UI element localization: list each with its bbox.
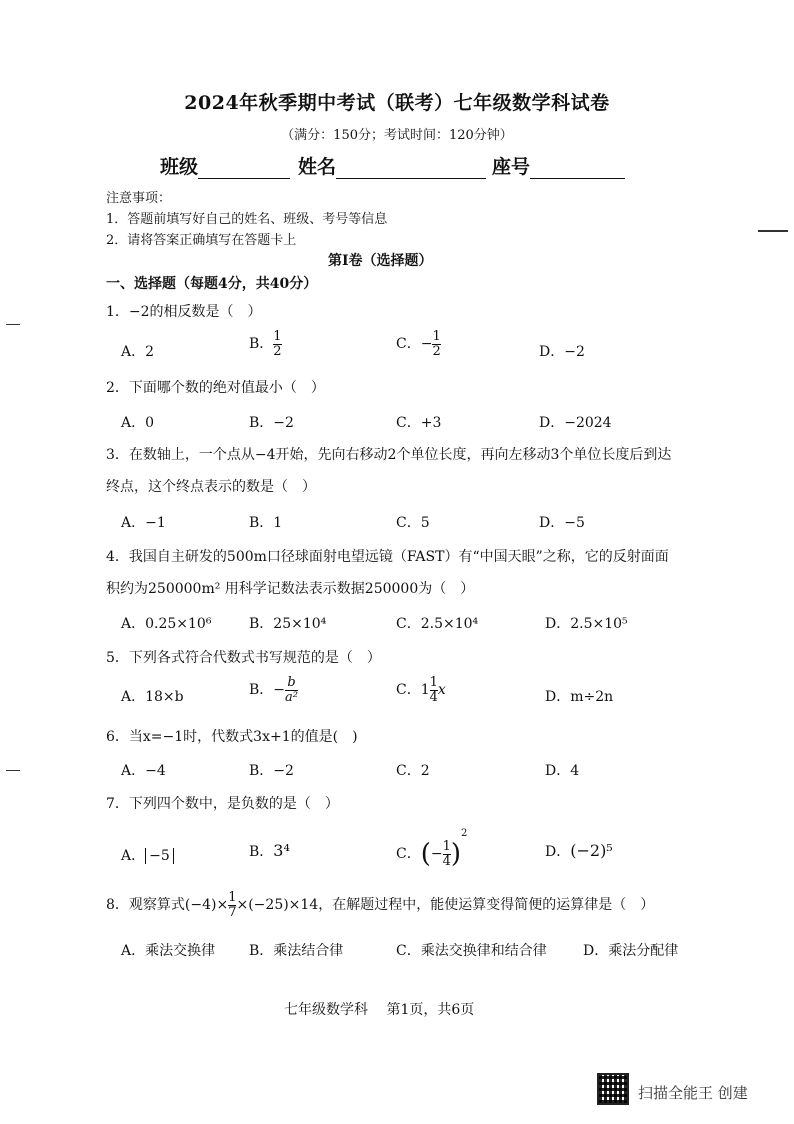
- q5-option-c: [396, 676, 446, 704]
- q5-c-fraction: $\frac{1}{4}$: [429, 675, 438, 705]
- q5-option-b: [249, 676, 298, 704]
- note-item-2: 2．请将答案正确填写在答题卡上: [106, 233, 297, 248]
- part-heading: 一、选择题（每题4分，共40分）: [106, 276, 318, 292]
- q7-d-value: (−2)⁵: [570, 841, 613, 860]
- q5-option-d: D．m÷2n: [545, 689, 614, 705]
- name-blank: [336, 158, 486, 179]
- q8-fraction: $\frac{1}{7}$: [228, 890, 237, 920]
- q1-option-b: [249, 330, 282, 358]
- q8-stem-post: ×(−25)×14，在解题过程中，能使运算变得简便的运算律是（ ）: [236, 897, 655, 914]
- notes-heading: 注意事项：: [106, 191, 172, 206]
- q8-option-d: D．乘法分配律: [583, 943, 679, 959]
- q4-option-c: C．2.5×10⁴: [396, 616, 479, 632]
- q6-option-b: B．−2: [249, 763, 294, 779]
- q7-c-fraction: $\frac{1}{4}$: [442, 838, 451, 869]
- q7-c-label: C．: [396, 846, 421, 862]
- q7-c-exponent: 2: [461, 828, 468, 839]
- q7-option-d: [545, 841, 613, 861]
- q4-option-a: A．0.25×10⁶: [121, 616, 212, 632]
- q3-option-d: D．−5: [539, 515, 585, 531]
- q7-option-c: C．(− $\frac{1}{4}$ )$^2$: [396, 828, 468, 869]
- q2-option-c: C．+3: [396, 415, 442, 431]
- q7-d-label: D．: [545, 844, 571, 860]
- seat-field: [492, 152, 625, 179]
- q7-option-a: [121, 845, 174, 865]
- q7-b-label: B．: [249, 844, 274, 860]
- page-footer: 七年级数学科 第1页，共6页: [284, 1002, 475, 1018]
- class-label: 班级: [160, 156, 199, 178]
- q6-option-a: A．−4: [121, 763, 166, 779]
- q5-b-fraction: $\frac{b}{\text{a²}}$: [285, 675, 298, 705]
- q7-b-value: 3⁴: [273, 841, 290, 860]
- exam-subtitle: （满分：150分；考试时间：120分钟）: [281, 128, 513, 143]
- name-field: [298, 152, 486, 179]
- q6-stem: 6．当x=−1时，代数式3x+1的值是( ): [106, 729, 358, 745]
- class-blank: [198, 158, 290, 179]
- q1-option-d: D．−2: [539, 344, 585, 360]
- scan-artifact-mark: [6, 324, 20, 325]
- q2-option-a: A．0: [121, 415, 155, 431]
- class-field: [160, 152, 290, 179]
- q8-stem: [106, 891, 654, 919]
- q1-c-fraction: $\frac{1}{2}$: [432, 329, 441, 359]
- q1-b-label: B．: [249, 336, 274, 353]
- seat-label: 座号: [492, 156, 531, 178]
- q4-stem-line2: 积约为250000m² 用科学记数法表示数据250000为（ ）: [106, 581, 475, 597]
- q3-stem-line1: 3．在数轴上，一个点从−4开始，先向右移动2个单位长度，再向左移动3个单位长度后到达: [106, 447, 672, 463]
- q8-option-c: C．乘法交换律和结合律: [396, 943, 547, 959]
- q4-option-b: B．25×10⁴: [249, 616, 327, 632]
- q5-c-var: x: [437, 682, 446, 699]
- name-label: 姓名: [298, 156, 337, 178]
- q1-option-c: [396, 330, 441, 358]
- q2-stem: 2．下面哪个数的绝对值最小（ ）: [106, 380, 325, 396]
- scanner-watermark: 扫描全能王 创建: [638, 1084, 748, 1102]
- page-title: 2024年秋季期中考试（联考）七年级数学科试卷: [184, 92, 610, 114]
- qr-code-icon: [597, 1073, 629, 1105]
- q3-option-b: B．1: [249, 515, 283, 531]
- q7-a-label: A．: [121, 848, 146, 864]
- q4-stem-line1: 4．我国自主研发的500m口径球面射电望远镜（FAST）有“中国天眼”之称，它的反射面面: [106, 549, 669, 565]
- q3-stem-line2: 终点，这个终点表示的数是（ ）: [106, 479, 316, 495]
- q7-a-value: −5: [145, 848, 174, 864]
- q5-b-label: B．−: [249, 682, 286, 699]
- q2-option-b: B．−2: [249, 415, 294, 431]
- q8-option-a: A．乘法交换律: [121, 943, 216, 959]
- q6-option-d: D．4: [545, 763, 580, 779]
- q7-stem: 7．下列四个数中，是负数的是（ ）: [106, 796, 339, 812]
- note-item-1: 1．答题前填写好自己的姓名、班级、考号等信息: [106, 212, 388, 227]
- q3-option-a: A．−1: [121, 515, 166, 531]
- q8-option-b: B．乘法结合律: [249, 943, 344, 959]
- q3-option-c: C．5: [396, 515, 430, 531]
- volume-heading: 第Ⅰ卷（选择题）: [328, 253, 433, 269]
- q5-option-a: A．18×b: [121, 689, 184, 705]
- q6-option-c: C．2: [396, 763, 430, 779]
- q7-option-b: [249, 841, 290, 861]
- q8-stem-pre: 8．观察算式(−4)×: [106, 897, 229, 914]
- q1-c-label: C．−: [396, 336, 433, 353]
- q5-stem: 5．下列各式符合代数式书写规范的是（ ）: [106, 650, 381, 666]
- q5-c-label: C．1: [396, 682, 430, 699]
- scan-artifact-mark: [758, 230, 788, 232]
- q2-option-d: D．−2024: [539, 415, 612, 431]
- q1-b-fraction: $\frac{1}{2}$: [273, 329, 282, 359]
- q1-stem: 1．−2的相反数是（ ）: [106, 304, 262, 320]
- q4-option-d: D．2.5×10⁵: [545, 616, 628, 632]
- scan-artifact-mark: [6, 770, 20, 771]
- q1-option-a: A．2: [121, 344, 155, 360]
- seat-blank: [530, 158, 625, 179]
